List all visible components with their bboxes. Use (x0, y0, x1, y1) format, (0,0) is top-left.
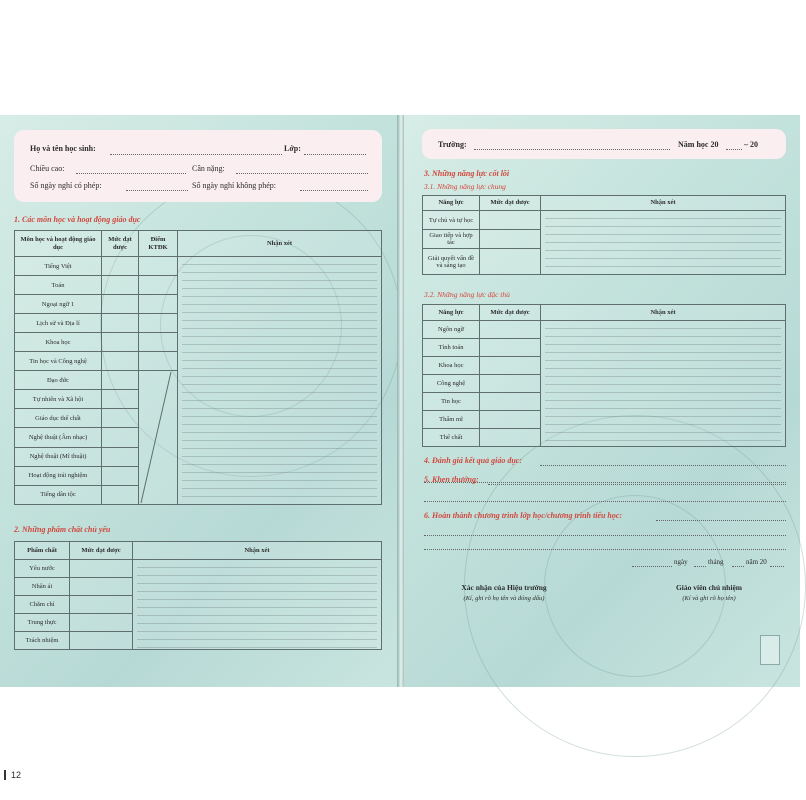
year-field[interactable] (770, 566, 784, 567)
score-cell[interactable] (139, 276, 178, 295)
height-field[interactable] (76, 173, 186, 174)
level-cell[interactable] (70, 596, 133, 614)
level-cell[interactable] (102, 257, 139, 276)
competency-name: Giao tiếp và hợp tác (423, 230, 480, 249)
table-row (15, 560, 382, 578)
level-cell[interactable] (70, 632, 133, 650)
year-start-field[interactable] (726, 149, 742, 150)
subject-name: Tin học và Công nghệ (15, 352, 102, 371)
level-cell[interactable] (480, 411, 541, 429)
year-label: năm 20 (746, 558, 767, 566)
weight-field[interactable] (236, 173, 368, 174)
diagonal-slash (139, 371, 173, 504)
section3-2-title: 3.2. Những năng lực đặc thù (424, 290, 510, 299)
quality-name: Nhân ái (15, 578, 70, 596)
year-label: Năm học 20 (678, 140, 719, 149)
col-comment: Nhận xét (178, 231, 382, 257)
month-field[interactable] (732, 566, 744, 567)
name-field[interactable] (110, 154, 282, 155)
height-label: Chiều cao: (30, 164, 65, 173)
weight-label: Cân nặng: (192, 164, 225, 173)
absent-permitted-label: Số ngày nghỉ có phép: (30, 181, 102, 190)
col-comment: Nhận xét (541, 305, 786, 321)
school-info-box (422, 129, 786, 159)
col-level: Mức đạt được (70, 542, 133, 560)
level-cell[interactable] (480, 321, 541, 339)
quality-name: Chăm chỉ (15, 596, 70, 614)
level-cell[interactable] (102, 333, 139, 352)
col-level: Mức đạt được (480, 196, 541, 211)
comment-cell[interactable] (541, 211, 786, 275)
subject-name: Giáo dục thể chất (15, 409, 102, 428)
level-cell[interactable] (102, 428, 139, 447)
col-comment: Nhận xét (133, 542, 382, 560)
section3-title: 3. Những năng lực cốt lõi (424, 169, 510, 178)
principal-title: Xác nhận của Hiệu trưởng (461, 583, 547, 592)
level-cell[interactable] (102, 352, 139, 371)
level-cell[interactable] (480, 230, 541, 249)
competency-name: Ngôn ngữ (423, 321, 480, 339)
teacher-title: Giáo viên chủ nhiệm (675, 583, 743, 592)
level-cell[interactable] (102, 390, 139, 409)
evaluation-field[interactable] (540, 465, 786, 466)
principal-note: (Kí, ghi rõ họ tên và đóng dấu) (463, 595, 545, 602)
class-label: Lớp: (284, 144, 301, 153)
place-field[interactable] (632, 566, 672, 567)
level-cell[interactable] (480, 375, 541, 393)
specific-competencies-table (422, 304, 786, 447)
right-page (404, 115, 800, 687)
subject-name: Đạo đức (15, 371, 102, 390)
score-cell[interactable] (139, 257, 178, 276)
subject-name: Toán (15, 276, 102, 295)
general-competencies-table (422, 195, 786, 275)
table-row (423, 321, 786, 339)
level-cell[interactable] (70, 614, 133, 632)
level-cell[interactable] (480, 357, 541, 375)
competency-name: Tính toán (423, 339, 480, 357)
score-cell[interactable] (139, 295, 178, 314)
school-field[interactable] (474, 149, 670, 150)
competency-name: Thể chất (423, 429, 480, 447)
subject-name: Nghệ thuật (Âm nhạc) (15, 428, 102, 447)
section5-title: 5. Khen thưởng: (424, 475, 479, 484)
teacher-note: (Kí và ghi rõ họ tên) (682, 595, 736, 602)
competency-name: Tự chủ và tự học (423, 211, 480, 230)
level-cell[interactable] (102, 485, 139, 504)
col-competency: Năng lực (423, 196, 480, 211)
section4-title: 4. Đánh giá kết quả giáo dục: (424, 456, 523, 465)
comment-cell[interactable] (541, 321, 786, 447)
class-field[interactable] (304, 154, 366, 155)
subjects-table (14, 230, 382, 505)
left-page (0, 115, 398, 780)
section6-title: 6. Hoàn thành chương trình lớp học/chương trình tiểu học: (424, 511, 623, 520)
student-info-box (14, 130, 382, 202)
col-score: Điểm KTĐK (139, 231, 178, 257)
section1-title: 1. Các môn học và hoạt động giáo dục (14, 215, 141, 224)
col-subject: Môn học và hoạt động giáo dục (15, 231, 102, 257)
comment-cell[interactable] (133, 560, 382, 650)
level-cell[interactable] (70, 578, 133, 596)
subject-name: Ngoại ngữ 1 (15, 295, 102, 314)
qualities-table (14, 541, 382, 650)
month-label: tháng (708, 558, 724, 566)
day-label: ngày (674, 558, 688, 566)
level-cell[interactable] (102, 447, 139, 466)
level-cell[interactable] (102, 276, 139, 295)
quality-name: Yêu nước (15, 560, 70, 578)
col-quality: Phẩm chất (15, 542, 70, 560)
score-cell-disabled (139, 371, 178, 505)
quality-name: Trung thực (15, 614, 70, 632)
level-cell[interactable] (102, 314, 139, 333)
level-cell[interactable] (480, 339, 541, 357)
competency-name: Thẩm mĩ (423, 411, 480, 429)
col-competency: Năng lực (423, 305, 480, 321)
absent-permitted-field[interactable] (126, 190, 188, 191)
completion-field[interactable] (656, 520, 786, 521)
name-label: Họ và tên học sinh: (30, 144, 96, 153)
subject-name: Khoa học (15, 333, 102, 352)
level-cell[interactable] (70, 560, 133, 578)
level-cell[interactable] (102, 295, 139, 314)
level-cell[interactable] (102, 371, 139, 390)
award-field-line2[interactable] (424, 501, 786, 502)
comment-cell[interactable] (178, 257, 382, 505)
level-cell[interactable] (480, 429, 541, 447)
absent-unpermitted-field[interactable] (300, 190, 368, 191)
level-cell[interactable] (102, 409, 139, 428)
year-separator: – 20 (744, 140, 758, 149)
level-cell[interactable] (480, 211, 541, 230)
level-cell[interactable] (480, 393, 541, 411)
subject-name: Tự nhiên và Xã hội (15, 390, 102, 409)
absent-unpermitted-label: Số ngày nghỉ không phép: (192, 181, 276, 190)
subject-name: Nghệ thuật (Mĩ thuật) (15, 447, 102, 466)
award-field[interactable] (488, 484, 786, 485)
section2-title: 2. Những phẩm chất chủ yếu (14, 525, 111, 534)
table-row (423, 211, 786, 230)
date-line (632, 557, 792, 569)
col-level: Mức đạt được (102, 231, 139, 257)
competency-name: Giải quyết vấn đề và sáng tạo (423, 249, 480, 275)
completion-field-line3[interactable] (424, 549, 786, 550)
page-tab-stub (760, 635, 780, 665)
school-label: Trường: (438, 140, 467, 149)
competency-name: Công nghệ (423, 375, 480, 393)
subject-name: Lịch sử và Địa lí (15, 314, 102, 333)
competency-name: Tin học (423, 393, 480, 411)
quality-name: Trách nhiệm (15, 632, 70, 650)
competency-name: Khoa học (423, 357, 480, 375)
teacher-signature-block (644, 583, 774, 602)
page-number: 12 (4, 770, 21, 780)
subject-name: Tiếng Việt (15, 257, 102, 276)
principal-signature-block (424, 583, 584, 602)
score-cell[interactable] (139, 352, 178, 371)
level-cell[interactable] (480, 249, 541, 275)
score-cell[interactable] (139, 333, 178, 352)
col-comment: Nhận xét (541, 196, 786, 211)
table-row (15, 257, 382, 276)
subject-name: Hoạt động trải nghiệm (15, 466, 102, 485)
score-cell[interactable] (139, 314, 178, 333)
completion-field-line2[interactable] (424, 535, 786, 536)
level-cell[interactable] (102, 466, 139, 485)
section3-1-title: 3.1. Những năng lực chung (424, 182, 506, 191)
subject-name: Tiếng dân tộc (15, 485, 102, 504)
col-level: Mức đạt được (480, 305, 541, 321)
day-field[interactable] (694, 566, 706, 567)
